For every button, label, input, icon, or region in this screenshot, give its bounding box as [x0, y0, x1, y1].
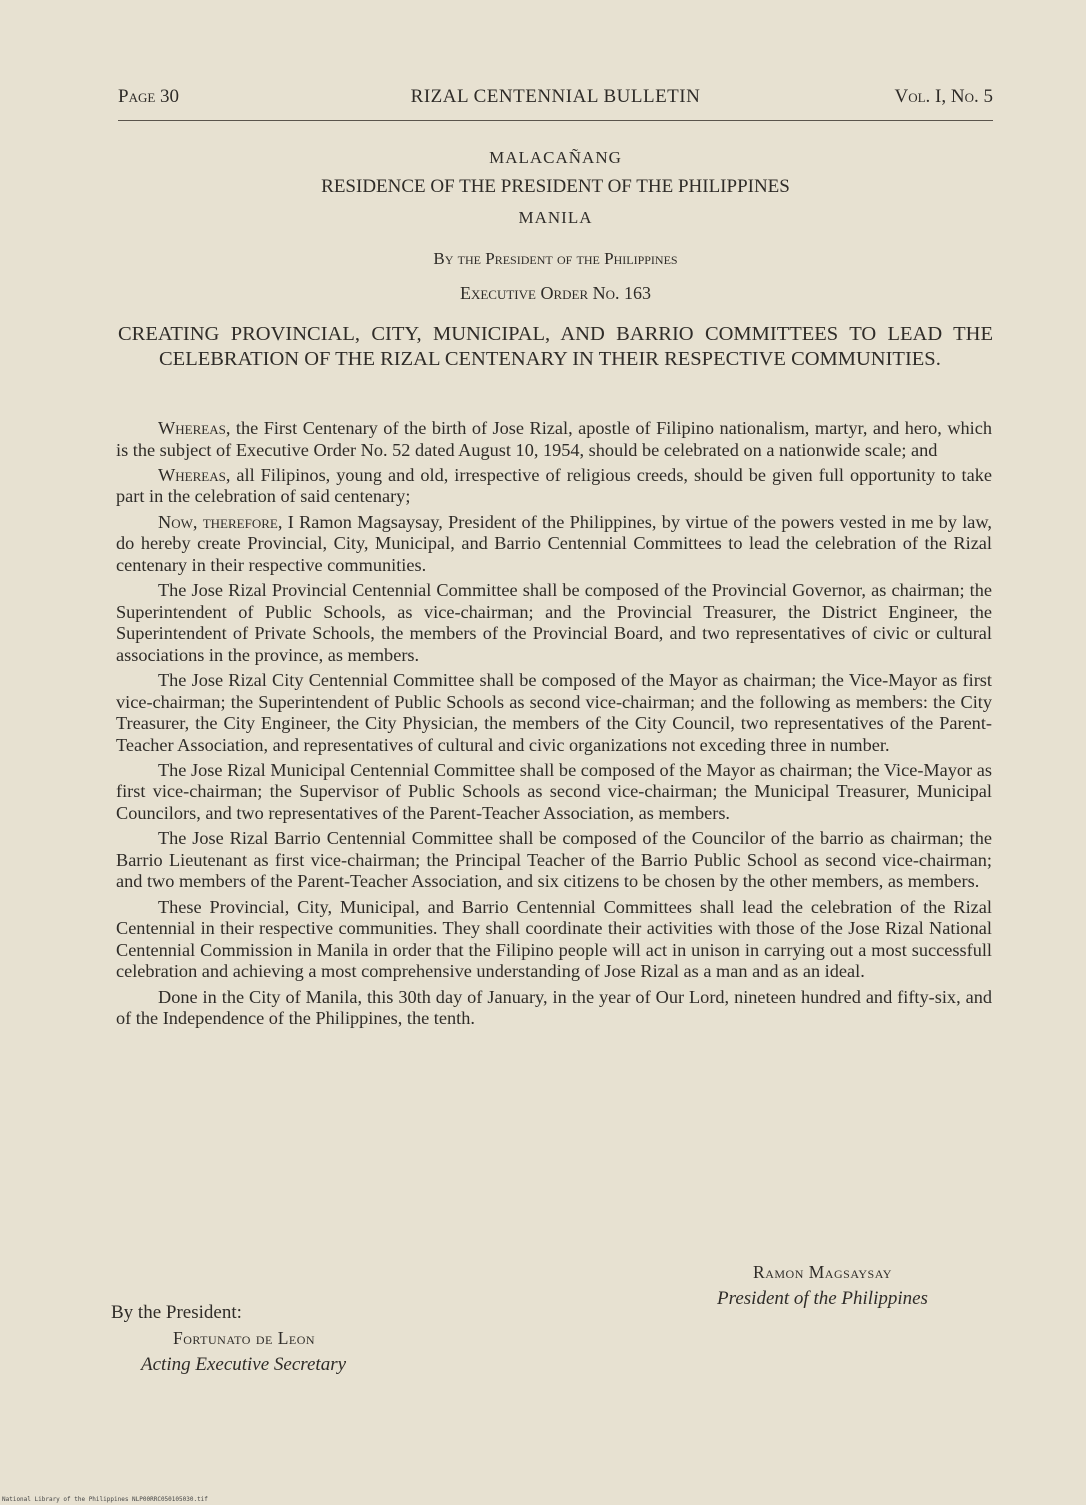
signatory-name: Ramon Magsaysay: [753, 1262, 892, 1282]
paragraph-8: These Provincial, City, Municipal, and Barrio Centennial Committees shall lead the celebration of the Rizal Centennial in their respective communities. They shall coordinate their activities with those of the Jose Rizal National Centennial Commission in Manila in order that the Filipino people will act in unison in carrying out a most successfull celebration and achieving a most comprehensive understanding of Jose Rizal as a man and as an ideal.: [116, 896, 992, 982]
paragraph-2-lead: Whereas,: [158, 464, 231, 485]
header-line-3: MANILA: [518, 208, 593, 227]
paragraph-1-lead: Whereas,: [158, 418, 231, 438]
running-head: [118, 86, 993, 112]
paragraph-5: The Jose Rizal City Centennial Committee shall be composed of the Mayor as chairman; the Vice-Mayor as first vice-chairman; the Superintendent of Public Schools as second vice-chairman; and the following as members: the City Treasurer, the City Engineer, the City Physician, the members of the City Council, two representatives of the Parent-Teacher Association, and representatives of cultural and civic organizations not exceding three in number.: [116, 669, 992, 755]
order-title: [118, 322, 993, 372]
paragraph-6: The Jose Rizal Municipal Centennial Committee shall be composed of the Mayor as chairman; the Vice-Mayor as first vice-chairman; the Supervisor of Public Schools as second vice-chairman; the Municipal Treasurer, Municipal Councilors, and two representatives of the Parent-Teacher Association, as members.: [116, 759, 992, 824]
header-line-1: MALACAÑANG: [489, 148, 622, 167]
header-rule: [118, 120, 993, 121]
attestation-name: Fortunato de Leon: [173, 1328, 316, 1348]
order-title-text: CREATING PROVINCIAL, CITY, MUNICIPAL, AND BARRIO COMMITTEES TO LEAD THE CELEBRATION OF THE RIZAL CENTENARY IN THEIR RESPECTIVE COMMUNITIES.: [118, 323, 993, 370]
paragraph-1: [116, 418, 992, 461]
paragraph-3-text: I Ramon Magsaysay, President of the Philippines, by virtue of the powers vested in me by law, do hereby create Provincial, City, Municipal, and Barrio Centennial Committees to lead the celebration of the Rizal centenary in their respective communities.: [116, 511, 992, 575]
paragraph-1-text: the First Centenary of the birth of Jose Rizal, apostle of Filipino nationalism, martyr, and hero, which is the subject of Executive Order No. 52 dated August 10, 1954, should be celebrated on a nationwide scale; and: [116, 418, 992, 460]
paragraph-3-lead: Now, therefore,: [158, 511, 283, 532]
executive-order-number: Executive Order No. 163: [459, 283, 652, 303]
header-line-4: By the President of the Philippines: [433, 249, 678, 268]
header-line-2: RESIDENCE OF THE PRESIDENT OF THE PHILIPPINES: [321, 176, 790, 197]
attestation-by: By the President:: [111, 1302, 242, 1323]
bulletin-title: RIZAL CENTENNIAL BULLETIN: [410, 86, 701, 107]
page-number: Page 30: [118, 86, 180, 107]
attestation-title: Acting Executive Secretary: [141, 1354, 347, 1375]
paragraph-2: [116, 465, 992, 508]
paragraph-9: Done in the City of Manila, this 30th day of January, in the year of Our Lord, nineteen hundred and fifty-six, and of the Independence of the Philippines, the tenth.: [116, 986, 992, 1029]
scan-footer: National Library of the Philippines NLP00RRC050105030.tif: [2, 1496, 208, 1503]
order-body: [116, 418, 992, 1033]
paragraph-4: The Jose Rizal Provincial Centennial Committee shall be composed of the Provincial Governor, as chairman; the Superintendent of Public Schools, as vice-chairman; and the Provincial Treasurer, the District Engineer, the Superintendent of Private Schools, the members of the Provincial Board, and two representatives of civic or cultural associations in the province, as members.: [116, 579, 992, 665]
signatory-title: President of the Philippines: [717, 1288, 928, 1309]
paragraph-3: [116, 512, 992, 577]
paragraph-2-text: all Filipinos, young and old, irrespective of religious creeds, should be given full opportunity to take part in the celebration of said centenary;: [116, 464, 992, 507]
paragraph-7: The Jose Rizal Barrio Centennial Committee shall be composed of the Councilor of the barrio as chairman; the Barrio Lieutenant as first vice-chairman; the Principal Teacher of the Barrio Public School as second vice-chairman; and two members of the Parent-Teacher Association, and six citizens to be chosen by the other members, as members.: [116, 828, 992, 892]
volume-number: Vol. I, No. 5: [894, 86, 993, 107]
